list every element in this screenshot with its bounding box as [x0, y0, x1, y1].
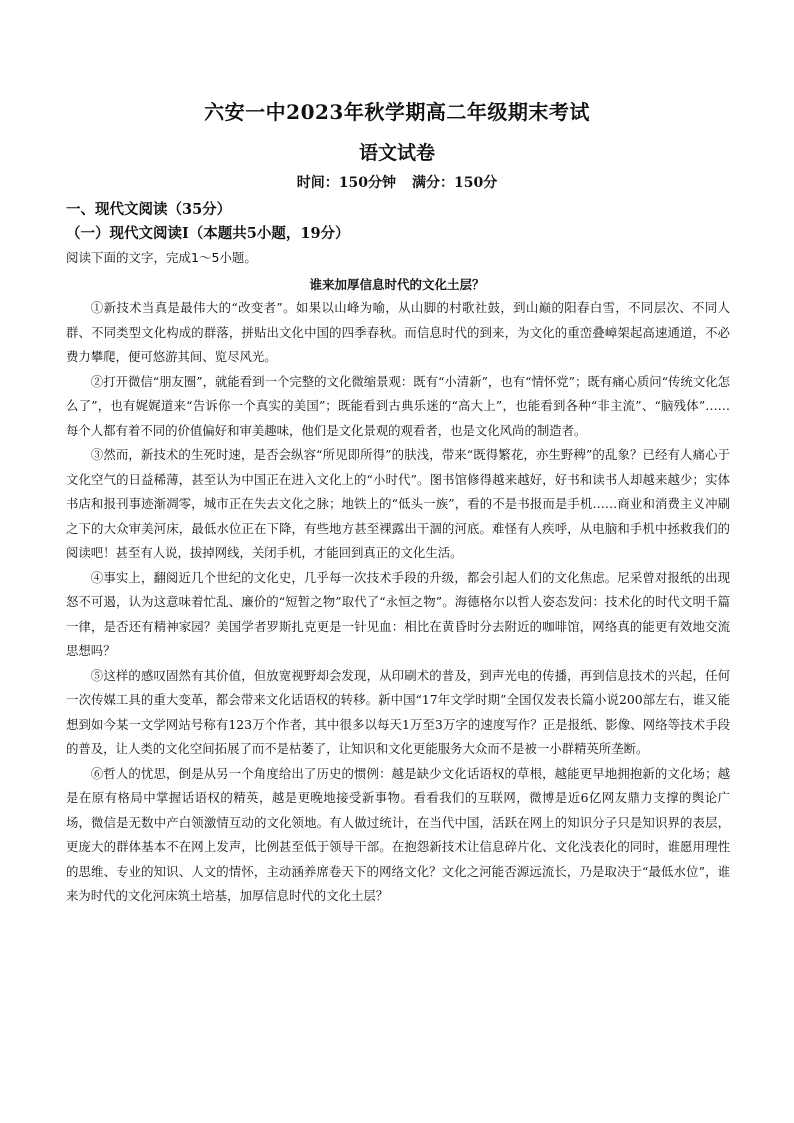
exam-title: 六安一中2023年秋学期高二年级期末考试 [204, 100, 590, 124]
article-paragraph-6: ⑥哲人的忧思，倒是从另一个角度给出了历史的惯例：越是缺少文化话语权的草根，越能更早地拥抱新的文化场；越是在原有格局中掌握话语权的精英，越是更晚地接受新事物。看看我们的互联网，微博是近6亿网友鼎力支撑的舆论广场，微信是无数中产白领激情互动的文化领地。有人做过统计，在当代中国，活跃在网上的知识分子只是知识界的表层，更庞大的群体基本不在网上发声，比例甚至低于领导干部。在抱怨新技术让信息碎片化、文化浅表化的同时，谁愿用理性的思维、专业的知识、人文的情怀，主动涵养席卷天下的网络文化？文化之河能否源远流长，乃是取决于“最低水位”，谁来为时代的文化河床筑土培基，加厚信息时代的文化土层？ [66, 765, 730, 903]
article-title: 谁来加厚信息时代的文化土层？ [309, 277, 485, 292]
reading-instruction: 阅读下面的文字，完成1～5小题。 [66, 250, 257, 265]
exam-meta [0, 172, 794, 192]
section-heading-part1: 一、现代文阅读（35分） [66, 201, 232, 218]
article-paragraph-1: ①新技术当真是最伟大的“改变者”。如果以山峰为喻，从山脚的村歌社鼓，到山巅的阳春白雪，不同层次、不同人群、不同类型文化构成的群落，拼贴出文化中国的四季春秋。而信息时代的到来，为文化的重峦叠嶂架起高速通道，不必费力攀爬，便可悠游其间、览尽风光。 [66, 300, 730, 364]
exam-subtitle: 语文试卷 [358, 142, 435, 164]
article-paragraph-4: ④事实上，翻阅近几个世纪的文化史，几乎每一次技术手段的升级，都会引起人们的文化焦虑。尼采曾对报纸的出现怒不可遏，认为这意味着忙乱、廉价的“短暂之物”取代了“永恒之物”。海德格尔以哲人姿态发问：技术化的时代文明千篇一律，是否还有精神家园？美国学者罗斯扎克更是一针见血：相比在黄昏时分去附近的咖啡馆，网络真的能更有效地交流思想吗？ [66, 569, 730, 658]
score-label: 满分：150分 [412, 175, 498, 191]
section-heading-part1-sub1: （一）现代文阅读Ⅰ（本题共5小题，19分） [66, 225, 350, 242]
article-paragraph-5: ⑤这样的感叹固然有其价值，但放宽视野却会发现，从印刷术的普及，到声光电的传播，再到信息技术的兴起，任何一次传媒工具的重大变革，都会带来文化话语权的转移。新中国“17年文学时期”全国仅发表长篇小说200部左右，谁又能想到如今某一文学网站号称有123万个作者，其中很多以每天1万至3万字的速度写作？正是报纸、影像、网络等技术手段的普及，让人类的文化空间拓展了而不是枯萎了，让知识和文化更能服务大众而不是被一小群精英所垄断。 [66, 667, 730, 756]
article-body [66, 296, 730, 909]
article-paragraph-3: ③然而，新技术的生死时速，是否会纵容“所见即所得”的肤浅，带来“既得繁花，亦生野稗”的乱象？已经有人痛心于文化空气的日益稀薄，甚至认为中国正在进入文化上的“小时代”。图书馆修得越来越好，好书和读书人却越来越少；实体书店和报刊事迹渐凋零，城市正在失去文化之脉；地铁上的“低头一族”，看的不是书报而是手机……商业和消费主义冲刷之下的大众审美河床，最低水位正在下降，有些地方甚至裸露出干涸的河底。难怪有人疾呼，从电脑和手机中拯救我们的阅读吧！甚至有人说，拔掉网线，关闭手机，才能回到真正的文化生活。 [66, 447, 730, 560]
time-label: 时间：150分钟 [296, 175, 396, 191]
article-paragraph-2: ②打开微信“朋友圈”，就能看到一个完整的文化微缩景观：既有“小清新”，也有“情怀党”；既有痛心质问“传统文化怎么了”，也有娓娓道来“告诉你一个真实的美国”；既能看到古典乐迷的“高大上”，也能看到各种“非主流”、“脑残体”……每个人都有着不同的价值偏好和审美趣味，他们是文化景观的观看者，也是文化风尚的制造者。 [66, 373, 730, 438]
